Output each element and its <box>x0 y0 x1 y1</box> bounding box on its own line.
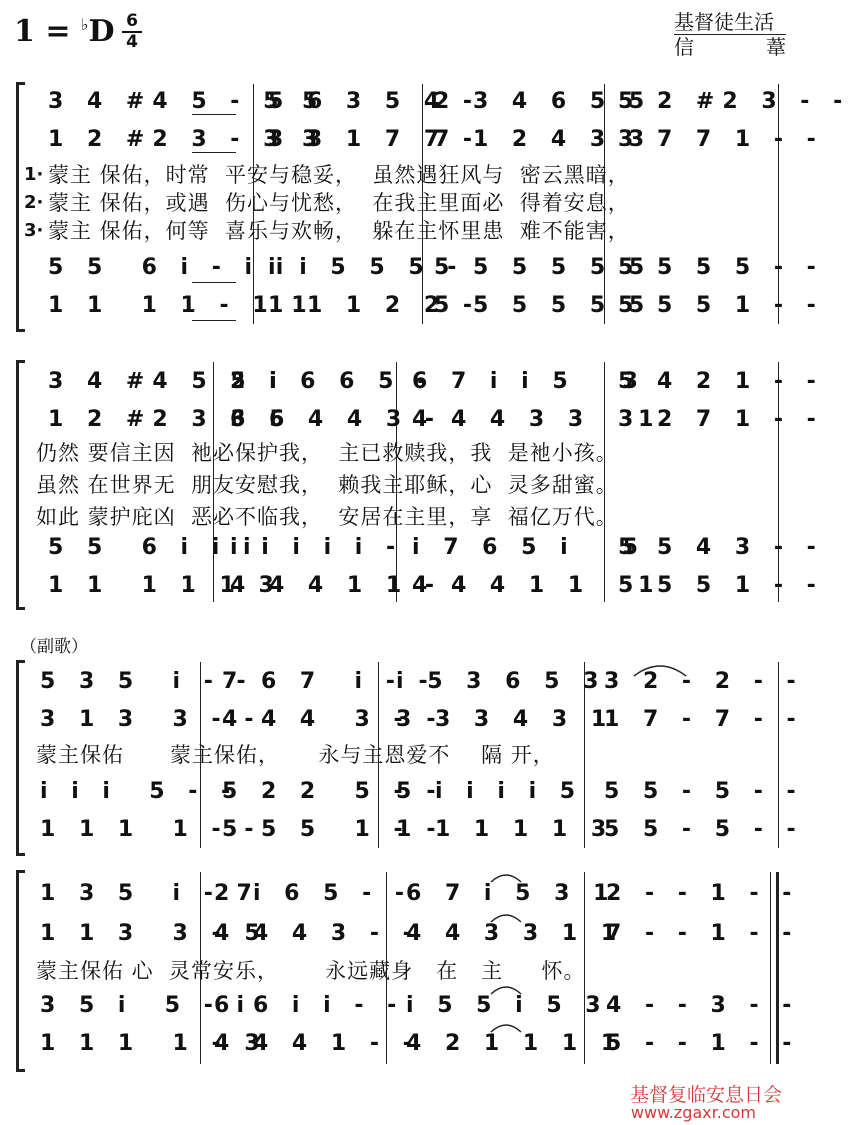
measure: 5 2 2 5 - - <box>222 779 444 804</box>
measure: i 5 5 i 5 3 <box>406 993 609 1018</box>
beam <box>192 114 236 115</box>
measure: 5 5 - 5 - - <box>604 779 804 804</box>
time-signature <box>122 12 142 52</box>
upper-staff-alto <box>0 914 800 954</box>
measure: 6 7 i 5 3 1 <box>406 881 617 906</box>
chorus-label: （副歌） <box>20 637 88 657</box>
measure: 6 6 i i - - <box>214 993 405 1018</box>
measure: 1 7 - 7 - - <box>604 707 804 732</box>
watermark-org: 基督复临安息日会 <box>629 1084 782 1106</box>
measure: 5 i i i i 5 <box>396 779 584 804</box>
key-note: D <box>88 14 115 49</box>
measure: 2 - - 1 - - <box>606 881 800 906</box>
measure: 1 1 1 1 1 3 <box>396 817 615 842</box>
lower-staff-tenor <box>0 528 824 568</box>
lower-staff-tenor <box>0 248 824 288</box>
measure: 4 2 1 1 1 1 <box>406 1031 625 1056</box>
measure: 6 6 4 4 3 - <box>230 407 442 432</box>
beam <box>192 320 236 321</box>
lyric-line: 蒙主保佑 心 灵常安乐， 永远藏身 在 主 怀。 <box>36 959 586 983</box>
flat-sign: ♭ <box>80 15 89 34</box>
upper-staff-soprano <box>0 82 850 122</box>
measure: 4 - - 3 - - <box>606 993 800 1018</box>
slur-arc <box>488 870 524 884</box>
measure: 1 1 1 1 1 3 <box>48 573 282 598</box>
slur-arc <box>488 1020 524 1034</box>
measure: 5 5 5 1 - - <box>618 573 824 598</box>
key-signature <box>14 14 114 49</box>
measure: 5 6 3 5 4 - <box>268 89 480 114</box>
measure: 1 2 #2 3 - 3 3 <box>48 127 326 152</box>
tie-arc <box>630 660 690 680</box>
measure: 3 4 #4 5 5 i <box>48 369 285 394</box>
verse-number: 2· <box>24 192 44 213</box>
measure: 7 - - 1 - - <box>606 921 800 946</box>
measure: 4 4 4 3 - - <box>214 921 420 946</box>
measure: 3 2 7 1 - - <box>618 407 824 432</box>
measure: i 5 3 6 5 3 <box>396 669 607 694</box>
lyric-line: 蒙主保佑 蒙主保佑， 永与主恩爱不 隔 开， <box>36 743 555 767</box>
measure: 5 4 2 1 - - <box>618 369 824 394</box>
measure: 5 5 - 5 - - <box>604 817 804 842</box>
measure: 1 1 1 1 - 3 <box>40 1031 268 1056</box>
measure: 3 3 3 4 3 1 <box>396 707 615 732</box>
key-prefix: 1 = <box>14 14 81 49</box>
upper-staff-soprano <box>0 362 824 402</box>
measure: 4 4 4 1 1 - <box>230 573 442 598</box>
measure: 4 4 4 1 - - <box>214 1031 420 1056</box>
measure: 5 - - 1 - - <box>606 1031 800 1056</box>
upper-staff-alto <box>0 700 804 740</box>
measure: 5 5 5 1 - - <box>222 817 444 842</box>
slur-arc <box>488 910 524 924</box>
measure: 1 2 #2 3 3 5 <box>48 407 293 432</box>
verse-number: 1· <box>24 164 44 185</box>
lyric-line: 蒙主 保佑，或遇 伤心与忧愁， 在我主里面必 得着安息， <box>48 191 630 215</box>
measure: 2 3 4 6 5 5 <box>434 89 653 114</box>
lower-staff-bass <box>0 810 804 850</box>
measure: 5 5 5 1 - - <box>618 293 824 318</box>
measure: 1 1 1 1 - - <box>40 817 262 842</box>
measure: 7 6 7 i - - <box>222 669 436 694</box>
lower-staff-bass <box>0 1024 800 1064</box>
upper-staff-alto <box>0 400 824 440</box>
measure: 3 4 #4 5 - 5 5 <box>48 89 326 114</box>
upper-staff-alto <box>0 120 824 160</box>
measure: 5 5 5 5 5 5 <box>434 293 653 318</box>
measure: 1 1 3 3 - 5 <box>40 921 268 946</box>
measure: 5 5 4 3 - - <box>618 535 824 560</box>
measure: 5 2 #2 3 - - <box>618 89 850 114</box>
slur-arc <box>488 982 524 996</box>
measure: 6 7 i i 5 3 <box>412 369 646 394</box>
lyric-line: 如此 蒙护庇凶 恶必不临我， 安居在主里，享 福亿万代。 <box>36 505 618 529</box>
measure: 2 i 6 6 5 - <box>230 369 435 394</box>
credits <box>674 10 786 59</box>
meter-top: 6 <box>122 12 142 33</box>
measure: 7 1 2 4 3 3 <box>434 127 653 152</box>
measure: 4 4 3 3 1 1 <box>406 921 625 946</box>
measure: i i i i i - <box>230 535 404 560</box>
measure: i 7 6 5 i 5 <box>412 535 646 560</box>
measure: 3 5 i 5 - i <box>40 993 253 1018</box>
measure: 1 1 1 2 2 - <box>268 293 480 318</box>
measure: 4 4 4 3 3 1 <box>412 407 662 432</box>
measure: 3 7 7 1 - - <box>618 127 824 152</box>
lyric-line: 仍然 要信主因 衪必保护我， 主已救赎我，我 是衪小孩。 <box>36 441 618 465</box>
measure: i i i 5 - - <box>40 779 239 804</box>
measure: 2 i 6 5 - - <box>214 881 413 906</box>
measure: 5 5 5 5 - - <box>618 255 824 280</box>
measure: 4 4 4 1 1 1 <box>412 573 662 598</box>
verse-number: 3· <box>24 220 44 241</box>
lower-staff-tenor <box>0 772 804 812</box>
meter-bottom: 4 <box>126 32 138 52</box>
upper-staff-soprano <box>0 874 800 914</box>
measure: 3 1 3 3 - - <box>40 707 262 732</box>
measure: 3 2 - 2 - - <box>604 669 804 694</box>
measure: 3 3 1 7 7 - <box>268 127 480 152</box>
measure: 5 5 6 i - i i <box>48 255 292 280</box>
measure: i i 5 5 5 - <box>268 255 465 280</box>
measure: 5 5 6 i i i <box>48 535 259 560</box>
watermark-url[interactable]: www.zgaxr.com <box>630 1103 756 1122</box>
beam <box>192 282 236 283</box>
measure: 1 1 1 1 - 1 1 <box>48 293 315 318</box>
measure: 5 5 5 5 5 5 <box>434 255 653 280</box>
lower-staff-tenor <box>0 986 800 1026</box>
lower-staff-bass <box>0 566 824 606</box>
measure: 5 3 5 i - - <box>40 669 254 694</box>
lyric-line: 蒙主 保佑，何等 喜乐与欢畅， 躲在主怀里患 难不能害， <box>48 219 630 243</box>
lyric-line: 虽然 在世界无 朋友安慰我， 赖我主耶稣，心 灵多甜蜜。 <box>36 473 618 497</box>
measure: 1 3 5 i - 7 <box>40 881 260 906</box>
measure: 4 4 4 3 - - <box>222 707 444 732</box>
credit-author: 信 葦 <box>674 35 786 59</box>
lyric-line: 蒙主 保佑，时常 平安与稳妥， 虽然遇狂风与 密云黑暗， <box>48 163 630 187</box>
credit-source: 基督徒生活 <box>674 10 786 35</box>
beam <box>192 152 236 153</box>
lower-staff-bass <box>0 286 824 326</box>
